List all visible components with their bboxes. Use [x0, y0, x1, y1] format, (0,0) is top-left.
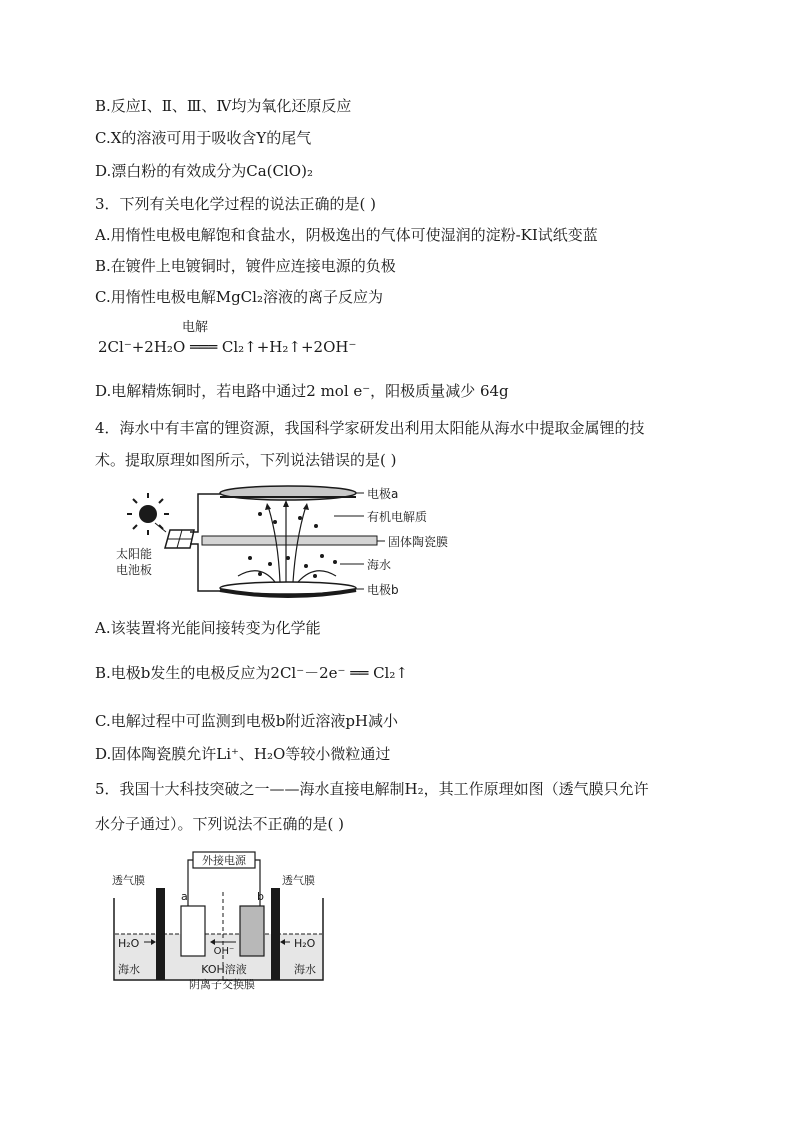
label-b: b	[257, 890, 264, 903]
solar-panel-icon	[165, 530, 194, 548]
label-membrane-right: 透气膜	[282, 874, 315, 887]
q2-option-c: C.X的溶液可用于吸收含Y的尾气	[95, 129, 312, 147]
q3-stem: 3．下列有关电化学过程的说法正确的是( )	[95, 195, 377, 213]
q3-option-c: C.用惰性电极电解MgCl₂溶液的离子反应为	[95, 288, 383, 306]
q3-option-a: A.用惰性电极电解饱和食盐水，阴极逸出的气体可使湿润的淀粉-KI试纸变蓝	[95, 226, 598, 244]
q2-option-b: B.反应Ⅰ、Ⅱ、Ⅲ、Ⅳ均为氧化还原反应	[95, 97, 352, 115]
q4-option-c: C.电解过程中可监测到电极b附近溶液pH减小	[95, 712, 398, 730]
q4-stem-line1: 4．海水中有丰富的锂资源，我国科学家研发出利用太阳能从海水中提取金属锂的技	[95, 419, 645, 437]
label-power: 外接电源	[202, 854, 246, 867]
label-electrode-a: 电极a	[367, 487, 399, 501]
label-oh: OH⁻	[213, 946, 235, 957]
label-membrane-left: 透气膜	[112, 874, 145, 887]
q4-electrolysis-figure	[110, 478, 449, 608]
q4-option-b: B.电极b发生的电极反应为2Cl⁻－2e⁻ ══ Cl₂↑	[95, 664, 408, 682]
q5-stem-line1: 5．我国十大科技突破之一——海水直接电解制H₂，其工作原理如图（透气膜只允许	[95, 780, 649, 798]
q4-option-d: D.固体陶瓷膜允许Li⁺、H₂O等较小微粒通过	[95, 745, 391, 763]
electrode-a	[181, 906, 205, 956]
label-a: a	[181, 890, 188, 903]
q5-seawater-electrolysis-figure	[110, 848, 335, 991]
ceramic-membrane	[202, 536, 377, 545]
label-electrode-b: 电极b	[367, 583, 399, 597]
label-h2o-left: H₂O	[118, 937, 140, 950]
solar-label-1: 太阳能	[116, 547, 153, 561]
label-seawater: 海水	[367, 558, 392, 572]
label-electrolyte: 有机电解质	[367, 510, 428, 524]
q3-option-d: D.电解精炼铜时，若电路中通过2 mol e⁻，阳极质量减少 64g	[95, 382, 509, 400]
q3-equation-condition: 电解	[182, 320, 209, 335]
label-seawater-left: 海水	[118, 963, 140, 976]
q3-option-b: B.在镀件上电镀铜时，镀件应连接电源的负极	[95, 257, 396, 275]
solar-label-2: 电池板	[116, 563, 153, 577]
label-koh: KOH溶液	[201, 963, 247, 976]
q5-stem-line2: 水分子通过）。下列说法不正确的是( )	[95, 815, 344, 833]
q2-option-d: D.漂白粉的有效成分为Ca(ClO)₂	[95, 162, 313, 180]
label-h2o-right: H₂O	[294, 937, 316, 950]
label-membrane: 固体陶瓷膜	[388, 535, 449, 549]
q4-option-a: A.该装置将光能间接转变为化学能	[95, 619, 321, 637]
q4-stem-line2: 术。提取原理如图所示，下列说法错误的是( )	[95, 451, 397, 469]
label-anion-exchange-membrane: 阴离子交换膜	[189, 978, 255, 991]
membrane-left	[156, 888, 165, 980]
electrode-b	[240, 906, 264, 956]
label-seawater-right: 海水	[294, 963, 316, 976]
q3-equation: 2Cl⁻+2H₂O ═══ Cl₂↑+H₂↑+2OH⁻	[98, 338, 357, 356]
sun-icon	[127, 493, 169, 535]
membrane-right	[271, 888, 280, 980]
